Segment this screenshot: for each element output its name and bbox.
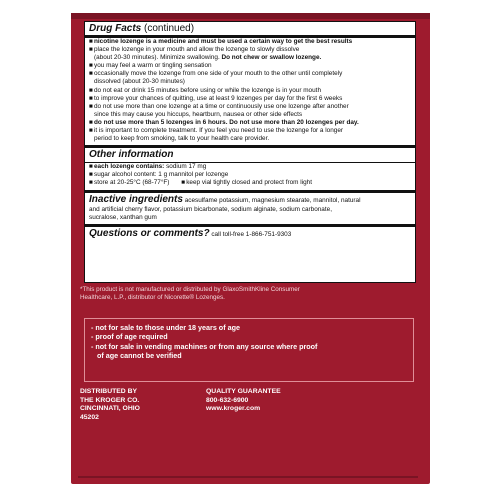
sodium-content: sodium 17 mg (164, 163, 207, 171)
direction-text: to improve your chances of quitting, use at least 9 lozenges per day for the first 6 weeks (94, 94, 343, 102)
direction-line (89, 62, 411, 70)
drug-facts-heading: Drug Facts (89, 23, 142, 34)
distributor-line: DISTRIBUTED BY (80, 388, 138, 395)
drug-facts-panel (84, 21, 416, 283)
inactive-ingredients (89, 193, 411, 206)
note-line: Healthcare, L.P., distributor of Nicorette® Lozenges. (80, 294, 225, 302)
notice-line: - not for sale in vending machines or from any source where proof (91, 341, 318, 351)
direction-text: do not eat or drink 15 minutes before using or while the lozenge is in your mouth (94, 86, 321, 94)
drug-facts-continued: (continued) (144, 23, 195, 34)
direction-text: (about 20-30 minutes). Minimize swallowing. (94, 54, 222, 62)
direction-text: do not use more than 5 lozenges in 6 hours. Do not use more than 20 lozenges per day. (94, 118, 359, 126)
distributor-line: THE KROGER CO. (80, 396, 140, 404)
direction-line (89, 103, 411, 111)
drug-facts-directions (89, 38, 411, 143)
quality-phone: 800-632-6900 (206, 396, 249, 404)
bullet-icon: ■ (89, 94, 93, 102)
bullet-icon: ■ (89, 86, 93, 94)
direction-line (89, 135, 411, 143)
package-bottom-edge (78, 476, 418, 478)
direction-line (89, 54, 411, 62)
questions-title: Questions or comments? (89, 227, 210, 239)
age-notice-box (84, 318, 414, 382)
direction-text: do not use more than one lozenge at a time or continuously use one lozenge after another (94, 102, 349, 110)
direction-line (89, 119, 411, 127)
other-info-line: ■store at 20-25°C (68-77°F) ■keep vial tightly closed and protect from light (89, 179, 312, 187)
direction-text: period to keep from smoking, talk to your health care provider. (94, 135, 270, 143)
storage-note: keep vial tightly closed and protect from light (186, 179, 312, 187)
other-info-line: ■sugar alcohol content: 1 g mannitol per lozenge (89, 171, 229, 179)
direction-line (89, 111, 411, 119)
direction-text: it is important to complete treatment. If you feel you need to use the lozenge for a longer (94, 127, 344, 135)
inactive-line: sucralose, xanthan gum (89, 213, 157, 221)
bullet-icon: ■ (89, 38, 93, 45)
bullet-icon: ■ (89, 127, 93, 135)
direction-text: you may feel a warm or tingling sensation (94, 62, 212, 70)
trademark-note (80, 286, 416, 303)
quality-website: www.kroger.com (206, 405, 261, 413)
bullet-icon: ■ (89, 118, 93, 126)
direction-text: occasionally move the lozenge from one side of your mouth to the other until completely (94, 70, 343, 78)
other-info-title: Other information (89, 149, 174, 161)
notice-line: - not for sale to those under 18 years of age (91, 323, 240, 332)
bullet-icon: ■ (89, 46, 93, 54)
direction-text: nicotine lozenge is a medicine and must be used a certain way to get the best results (94, 38, 353, 45)
sugar-alcohol-content: sugar alcohol content: 1 g mannitol per lozenge (94, 171, 229, 179)
distributor-line: CINCINNATI, OHIO (80, 405, 140, 413)
direction-line (89, 95, 411, 103)
inactive-title: Inactive ingredients (89, 193, 183, 205)
questions-phone: call toll-free 1-866-751-9303 (211, 230, 292, 238)
direction-text: dissolved (about 20-30 minutes) (94, 78, 185, 86)
other-info-line: ■each lozenge contains: sodium 17 mg (89, 163, 207, 171)
direction-line (89, 78, 411, 86)
notice-line: - proof of age required (91, 332, 168, 342)
questions-row (89, 227, 411, 240)
distributor-block (80, 388, 140, 422)
direction-warning: Do not chew or swallow lozenge. (221, 54, 322, 62)
bullet-icon: ■ (89, 70, 93, 78)
quality-guarantee-block (206, 388, 281, 414)
inactive-line: acesulfame potassium, magnesium stearate, mannitol, natural (184, 196, 361, 204)
note-line: *This product is not manufactured or distributed by GlaxoSmithKline Consumer (80, 286, 300, 293)
inactive-line: and artificial cherry flavor, potassium bicarbonate, sodium alginate, sodium carbonate, (89, 205, 332, 213)
bullet-icon: ■ (89, 102, 93, 110)
direction-line (89, 87, 411, 95)
notice-line: of age cannot be verified (97, 350, 182, 360)
direction-line (89, 70, 411, 78)
storage-temp: store at 20-25°C (68-77°F) (94, 179, 170, 187)
direction-text: place the lozenge in your mouth and allow the lozenge to slowly dissolve (94, 46, 300, 54)
distributor-line: 45202 (80, 413, 99, 421)
drug-facts-title (89, 22, 411, 35)
direction-line (89, 127, 411, 135)
direction-text: since this may cause you hiccups, heartburn, nausea or other side effects (94, 110, 303, 118)
quality-line: QUALITY GUARANTEE (206, 388, 281, 395)
package-top-edge (71, 13, 430, 19)
lozenge-contains-label: each lozenge contains: (94, 163, 165, 171)
direction-line (89, 46, 411, 54)
bullet-icon: ■ (89, 62, 93, 70)
direction-line (89, 38, 411, 46)
